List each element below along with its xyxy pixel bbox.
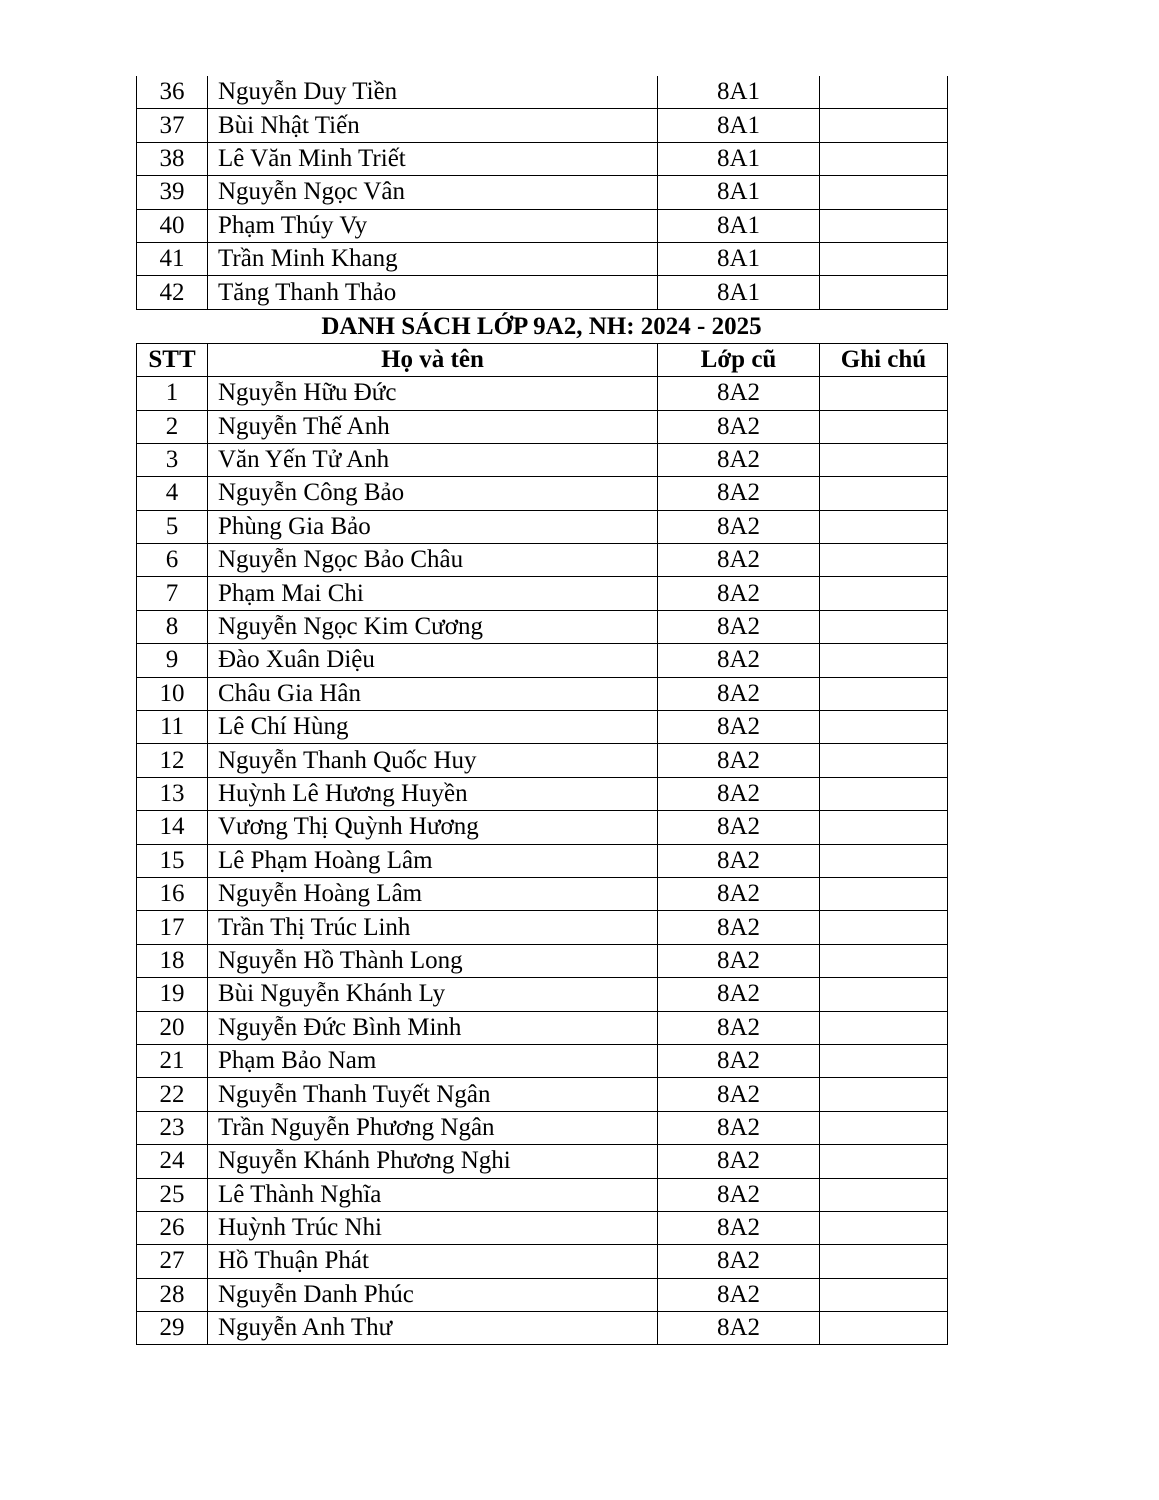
old-class: 8A2 <box>658 1011 820 1044</box>
student-name: Nguyễn Thế Anh <box>208 410 658 443</box>
old-class: 8A2 <box>658 477 820 510</box>
old-class: 8A2 <box>658 844 820 877</box>
table-row <box>137 744 948 777</box>
row-number: 8 <box>137 610 208 643</box>
table-row <box>137 711 948 744</box>
row-number: 13 <box>137 777 208 810</box>
student-name: Nguyễn Thanh Tuyết Ngân <box>208 1078 658 1111</box>
row-number: 14 <box>137 811 208 844</box>
note-cell <box>820 1312 948 1345</box>
note-cell <box>820 1178 948 1211</box>
student-name: Lê Phạm Hoàng Lâm <box>208 844 658 877</box>
student-name: Nguyễn Hồ Thành Long <box>208 944 658 977</box>
student-name: Huỳnh Trúc Nhi <box>208 1211 658 1244</box>
table-row <box>137 209 948 242</box>
document-page <box>136 76 947 1345</box>
old-class: 8A1 <box>658 142 820 175</box>
note-cell <box>820 276 948 309</box>
student-name: Vương Thị Quỳnh Hương <box>208 811 658 844</box>
note-cell <box>820 1211 948 1244</box>
old-class: 8A2 <box>658 978 820 1011</box>
student-name: Nguyễn Công Bảo <box>208 477 658 510</box>
student-name: Nguyễn Khánh Phương Nghi <box>208 1145 658 1178</box>
table-row <box>137 1312 948 1345</box>
table-row <box>137 1145 948 1178</box>
table-header-row <box>137 343 948 376</box>
old-class: 8A1 <box>658 109 820 142</box>
student-name: Nguyễn Danh Phúc <box>208 1278 658 1311</box>
note-cell <box>820 677 948 710</box>
table-row <box>137 844 948 877</box>
row-number: 20 <box>137 1011 208 1044</box>
header-stt: STT <box>137 343 208 376</box>
row-number: 18 <box>137 944 208 977</box>
old-class: 8A2 <box>658 1145 820 1178</box>
table-row <box>137 544 948 577</box>
header-old-class: Lớp cũ <box>658 343 820 376</box>
row-number: 16 <box>137 877 208 910</box>
old-class: 8A2 <box>658 644 820 677</box>
row-number: 39 <box>137 176 208 209</box>
note-cell <box>820 811 948 844</box>
student-name: Lê Văn Minh Triết <box>208 142 658 175</box>
old-class: 8A2 <box>658 711 820 744</box>
student-name: Trần Minh Khang <box>208 242 658 275</box>
table-body <box>137 377 948 1345</box>
row-number: 23 <box>137 1111 208 1144</box>
note-cell <box>820 1111 948 1144</box>
row-number: 26 <box>137 1211 208 1244</box>
note-cell <box>820 978 948 1011</box>
note-cell <box>820 610 948 643</box>
row-number: 3 <box>137 443 208 476</box>
note-cell <box>820 209 948 242</box>
note-cell <box>820 443 948 476</box>
note-cell <box>820 142 948 175</box>
table-row <box>137 1178 948 1211</box>
student-name: Nguyễn Hữu Đức <box>208 377 658 410</box>
note-cell <box>820 76 948 109</box>
old-class: 8A2 <box>658 1044 820 1077</box>
old-class: 8A1 <box>658 209 820 242</box>
table-row <box>137 1111 948 1144</box>
student-name: Phạm Thúy Vy <box>208 209 658 242</box>
row-number: 24 <box>137 1145 208 1178</box>
table-row <box>137 610 948 643</box>
note-cell <box>820 1044 948 1077</box>
note-cell <box>820 477 948 510</box>
old-class: 8A2 <box>658 1211 820 1244</box>
table-row <box>137 877 948 910</box>
table-row <box>137 811 948 844</box>
student-name: Đào Xuân Diệu <box>208 644 658 677</box>
row-number: 36 <box>137 76 208 109</box>
old-class: 8A2 <box>658 1278 820 1311</box>
note-cell <box>820 711 948 744</box>
row-number: 12 <box>137 744 208 777</box>
student-name: Nguyễn Anh Thư <box>208 1312 658 1345</box>
note-cell <box>820 1078 948 1111</box>
student-name: Nguyễn Hoàng Lâm <box>208 877 658 910</box>
row-number: 42 <box>137 276 208 309</box>
student-name: Văn Yến Tử Anh <box>208 443 658 476</box>
table-row <box>137 443 948 476</box>
row-number: 25 <box>137 1178 208 1211</box>
old-class: 8A2 <box>658 577 820 610</box>
student-name: Phạm Bảo Nam <box>208 1044 658 1077</box>
old-class: 8A2 <box>658 877 820 910</box>
row-number: 40 <box>137 209 208 242</box>
old-class: 8A2 <box>658 944 820 977</box>
row-number: 28 <box>137 1278 208 1311</box>
old-class: 8A2 <box>658 377 820 410</box>
note-cell <box>820 644 948 677</box>
student-name: Huỳnh Lê Hương Huyền <box>208 777 658 810</box>
header-note: Ghi chú <box>820 343 948 376</box>
note-cell <box>820 844 948 877</box>
table-row <box>137 276 948 309</box>
old-class: 8A2 <box>658 1178 820 1211</box>
row-number: 38 <box>137 142 208 175</box>
student-name: Nguyễn Ngọc Vân <box>208 176 658 209</box>
note-cell <box>820 1145 948 1178</box>
table-row <box>137 142 948 175</box>
old-class: 8A2 <box>658 1078 820 1111</box>
table-row <box>137 1044 948 1077</box>
row-number: 19 <box>137 978 208 1011</box>
table-row <box>137 577 948 610</box>
row-number: 2 <box>137 410 208 443</box>
note-cell <box>820 1278 948 1311</box>
student-name: Bùi Nhật Tiến <box>208 109 658 142</box>
row-number: 27 <box>137 1245 208 1278</box>
student-name: Trần Thị Trúc Linh <box>208 911 658 944</box>
student-name: Nguyễn Đức Bình Minh <box>208 1011 658 1044</box>
row-number: 15 <box>137 844 208 877</box>
student-name: Phùng Gia Bảo <box>208 510 658 543</box>
note-cell <box>820 242 948 275</box>
row-number: 29 <box>137 1312 208 1345</box>
old-class: 8A2 <box>658 544 820 577</box>
table-row <box>137 242 948 275</box>
table-row <box>137 677 948 710</box>
student-name: Nguyễn Duy Tiền <box>208 76 658 109</box>
note-cell <box>820 176 948 209</box>
row-number: 1 <box>137 377 208 410</box>
row-number: 9 <box>137 644 208 677</box>
old-class: 8A2 <box>658 911 820 944</box>
table-row <box>137 109 948 142</box>
note-cell <box>820 1011 948 1044</box>
old-class: 8A2 <box>658 1245 820 1278</box>
student-name: Tăng Thanh Thảo <box>208 276 658 309</box>
row-number: 41 <box>137 242 208 275</box>
student-name: Lê Thành Nghĩa <box>208 1178 658 1211</box>
class-8a1-continuation-table <box>136 76 948 310</box>
row-number: 22 <box>137 1078 208 1111</box>
note-cell <box>820 510 948 543</box>
student-name: Châu Gia Hân <box>208 677 658 710</box>
note-cell <box>820 544 948 577</box>
table-row <box>137 911 948 944</box>
student-name: Lê Chí Hùng <box>208 711 658 744</box>
row-number: 6 <box>137 544 208 577</box>
table-row <box>137 978 948 1011</box>
row-number: 5 <box>137 510 208 543</box>
table-row <box>137 1078 948 1111</box>
old-class: 8A1 <box>658 276 820 309</box>
note-cell <box>820 377 948 410</box>
old-class: 8A2 <box>658 610 820 643</box>
old-class: 8A2 <box>658 677 820 710</box>
table-body <box>137 76 948 309</box>
table-row <box>137 644 948 677</box>
student-name: Phạm Mai Chi <box>208 577 658 610</box>
row-number: 10 <box>137 677 208 710</box>
student-name: Trần Nguyễn Phương Ngân <box>208 1111 658 1144</box>
row-number: 4 <box>137 477 208 510</box>
table-row <box>137 1011 948 1044</box>
old-class: 8A1 <box>658 242 820 275</box>
old-class: 8A2 <box>658 744 820 777</box>
table-row <box>137 377 948 410</box>
header-name: Họ và tên <box>208 343 658 376</box>
class-9a2-table <box>136 343 948 1346</box>
old-class: 8A2 <box>658 777 820 810</box>
table-row <box>137 777 948 810</box>
row-number: 11 <box>137 711 208 744</box>
old-class: 8A1 <box>658 176 820 209</box>
row-number: 37 <box>137 109 208 142</box>
table-row <box>137 410 948 443</box>
note-cell <box>820 777 948 810</box>
note-cell <box>820 911 948 944</box>
old-class: 8A1 <box>658 76 820 109</box>
table-row <box>137 176 948 209</box>
note-cell <box>820 577 948 610</box>
student-name: Nguyễn Ngọc Kim Cương <box>208 610 658 643</box>
table-row <box>137 1245 948 1278</box>
note-cell <box>820 744 948 777</box>
old-class: 8A2 <box>658 1111 820 1144</box>
old-class: 8A2 <box>658 1312 820 1345</box>
student-name: Nguyễn Ngọc Bảo Châu <box>208 544 658 577</box>
table-row <box>137 944 948 977</box>
old-class: 8A2 <box>658 410 820 443</box>
table-row <box>137 477 948 510</box>
row-number: 17 <box>137 911 208 944</box>
student-name: Hồ Thuận Phát <box>208 1245 658 1278</box>
note-cell <box>820 109 948 142</box>
table-row <box>137 1211 948 1244</box>
student-name: Nguyễn Thanh Quốc Huy <box>208 744 658 777</box>
note-cell <box>820 944 948 977</box>
note-cell <box>820 877 948 910</box>
table-row <box>137 1278 948 1311</box>
old-class: 8A2 <box>658 443 820 476</box>
table-row <box>137 76 948 109</box>
table-row <box>137 510 948 543</box>
class-list-title: DANH SÁCH LỚP 9A2, NH: 2024 - 2025 <box>321 312 762 340</box>
row-number: 7 <box>137 577 208 610</box>
note-cell <box>820 410 948 443</box>
note-cell <box>820 1245 948 1278</box>
student-name: Bùi Nguyễn Khánh Ly <box>208 978 658 1011</box>
row-number: 21 <box>137 1044 208 1077</box>
old-class: 8A2 <box>658 510 820 543</box>
old-class: 8A2 <box>658 811 820 844</box>
